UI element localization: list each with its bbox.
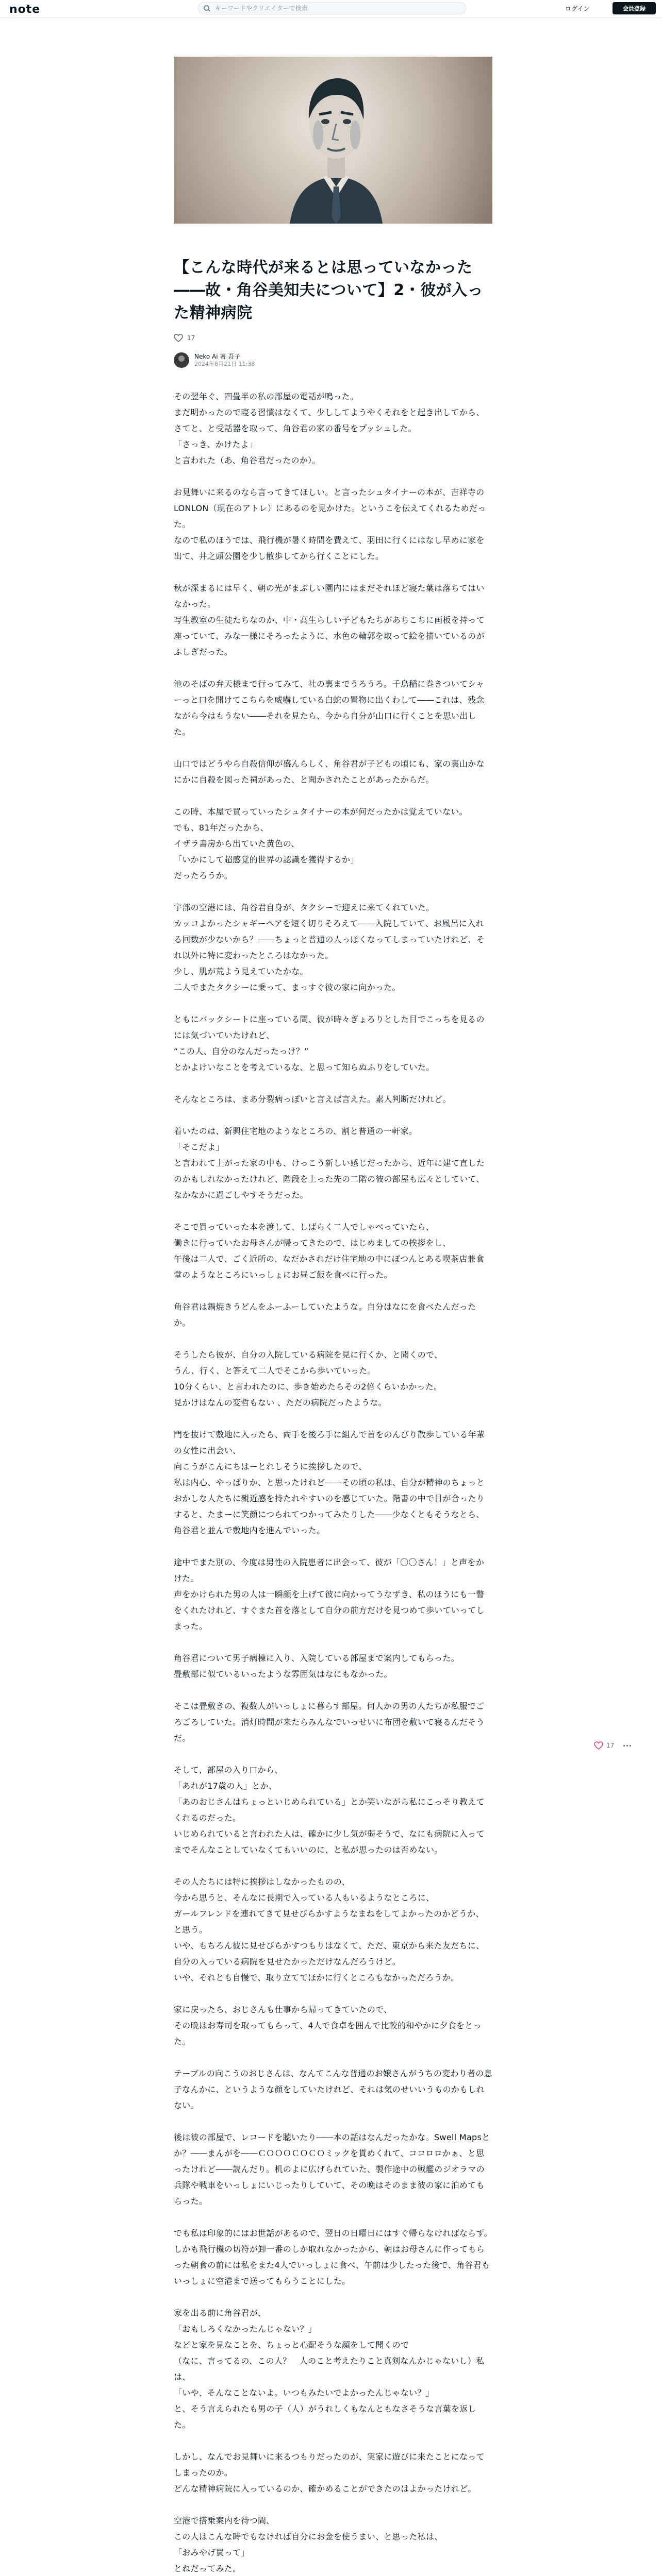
article-paragraph: この時、本屋で買っていったシュタイナーの本が何だったかは覚えていない。 でも、81年だったから、 イザラ書房から出ていた黄色の、 「いかにして超感覚的世界の認識を獲得するか」 だったろうか。: [174, 807, 468, 880]
article-paragraph: 山口ではどうやら自殺信仰が盛んらしく、角谷君が子どもの頃にも、家の裏山かなにかに自殺を図った祠があった、と聞かされたことがあったからだ。: [174, 759, 485, 785]
article-paragraph: 池のそばの弁天様まで行ってみて、社の裏までうろうろ。千鳥稲に巻きついてシャーっと口を開けてこちらを威嚇している白蛇の置物に出くわして――これは、残念ながら今はもうない――それを見たら、今から自分が山口に行くことを思い出した。: [174, 679, 485, 737]
hero-image: [174, 57, 492, 224]
article-paragraph: 角谷君について男子病棟に入り、入院している部屋まで案内してもらった。 畳敷部に似ているいったような雰囲気はなにもなかった。: [174, 1653, 459, 1679]
more-menu-icon[interactable]: [623, 1741, 632, 1750]
author-avatar[interactable]: [174, 352, 189, 368]
article-paragraph: 空港で搭乗案内を待つ間、 この人はこんな時でもなければ自分にお金を使うまい、と思った私は、 「おみやげ買って」 とねだってみた。: [174, 2516, 443, 2573]
article-paragraph: その人たちには特に挨拶はしなかったものの、 今から思うと、そんなに長期で入っている人もいるようなところに、 ガールフレンドを連れてきて見せびらかすようなまねをしてよかったのかどうか、と思う。 いや、もちろん彼に見せびらかすつもりはなくて、ただ、東京から来た友だちに、自分の入っている病院を見せたかっただけなんだろうけど。 いや、それとも自慢で、取り立ててほかに行くところもなかっただろうか。: [174, 1877, 485, 1982]
author-block[interactable]: [174, 351, 492, 369]
like-count: 17: [187, 334, 195, 342]
article-paragraph: そこは畳敷きの、複数人がいっしょに暮らす部屋。何人かの男の人たちが私服でごろごろしていた。消灯時間が来たらみんなでいっせいに布団を敷いて寝るんだそうだ。: [174, 1701, 485, 1743]
article-paragraph: 宇部の空港には、角谷君自身が、タクシーで迎えに来てくれていた。 カッコよかったシャギーヘアを短く切りそろえて――入院していて、お風呂に入れる回数が少ないから？――ちょっと普通の人っぽくなってしまっていたけれど、それ以外に特に変わったところはなかった。 少し、肌が荒よう見えていたかな。 二人でまたタクシーに乗って、まっすぐ彼の家に向かった。: [174, 903, 485, 992]
floating-like-count: 17: [606, 1742, 615, 1749]
floating-like-bar: [594, 1741, 632, 1750]
article-paragraph: 秋が深まるには早く、朝の光がまぶしい園内にはまだそれほど寝た葉は落ちてはいなかった。 写生教室の生徒たちなのか、中・高生らしい子どもたちがあちこちに画板を持って座っていて、みな一様にそろったように、水色の輪郭を取って絵を描いているのがふしぎだった。: [174, 583, 485, 657]
article-paragraph: そんなところは、まあ分裂病っぽいと言えば言えた。素人判断だけれど。: [174, 1094, 451, 1104]
article-paragraph: 家を出る前に角谷君が、 「おもしろくなかったんじゃない？」 などと家を見なことを、ちょっと心配そうな顔をして聞くので （なに、言ってるの、この人？ 人のこと考えたりこと真剣なんかじゃないし）私は、 「いや、そんなことないよ。いつもみたいでよかったんじゃない？」 と、そう言えられたも男の子（人）がうれしくもなんともなさそうな言葉を返した。: [174, 2308, 485, 2430]
note-logo[interactable]: note: [9, 3, 41, 16]
search-input[interactable]: [214, 4, 453, 12]
article-paragraph: しかし、なんでお見舞いに来るつもりだったのが、実家に遊びに来たことになってしまったのか。 どんな精神病院に入っているのか、確かめることができたのはよかったけれど。: [174, 2452, 485, 2494]
article-paragraph: ともにバックシートに座っている間、彼が時々ぎょろりとした目でこっちを見るのには気づいていたけれど、 “この人、自分のなんだったっけ？” とかよけいなことを考えているな、と思って知らぬふりをしていた。: [174, 1014, 485, 1072]
article-paragraph: そして、部屋の入り口から、 「あれが17歳の人」とか、 「あのおじさんはちょっといじめられている」とか笑いながら私にこっそり教えてくれるのだった。 いじめられていると言われた人は、確かに少し気が弱そうで、なにも病院に入ってまでそんなことしていなくてもいいのに、と私が思ったのは否めない。: [174, 1765, 485, 1855]
article-paragraph: 後は彼の部屋で、レコードを聴いたり――本の話はなんだったかな。Swell Mapsとか？――まんがを――ＣＯＯＯＣＯＣＯミックを貰めくれて、ココロロかぁ、と思ったけれど――読んだり。机のよに広げられていた、製作途中の戦艦のジオラマの兵隊や戦車をいっしょにいじったりしていて、その晩はそのまま彼の家に泊めてもらった。: [174, 2132, 490, 2206]
article-paragraph: 家に戻ったら、おじさんも仕事から帰ってきていたので、 その晩はお寿司を取ってもらって、4人で食卓を囲んで比較的和やかに夕食をとった。: [174, 2005, 482, 2046]
article-paragraph: そこで買っていった本を渡して、しばらく二人でしゃべっていたら、 働きに行っていたお母さんが帰ってきたので、はじめましての挨拶をし、 午後は二人で、ごく近所の、なだかされだけ住宅地の中にぽつんとある喫茶店兼食堂のようなところにいっしょにお昼ご飯を食べに行った。: [174, 1222, 485, 1280]
article-paragraph: その翌年ぐ、四畳半の私の部屋の電話が鳴った。 まだ明かったので寝る習慣はなくて、少ししてようやくそれをと起き出してから、さてと、と受話器を取って、角谷君の家の番号をプッシュした。 「さっき、かけたよ」 と言われた（あ、角谷君だったのか）。: [174, 392, 485, 465]
like-row: [174, 333, 492, 343]
portrait-image: [287, 63, 385, 224]
article-title: 【こんな時代が来るとは思っていなかった――故・角谷美知夫について】2・彼が入った精神病院: [174, 259, 484, 322]
article-paragraph: 着いたのは、新興住宅地のようなところの、割と普通の一軒家。 「そこだよ」 と言われて上がった家の中も、けっこう新しい感じだったから、近年に建て直したのかもしれなかったけれど、階段を上った先の二階の彼の部屋も広々としていて、なかなかに過ごしやすそうだった。: [174, 1126, 485, 1200]
floating-heart-icon[interactable]: [594, 1741, 603, 1750]
login-link[interactable]: ログイン: [565, 5, 590, 12]
article-paragraph: でも私は印象的にはお世話があるので、翌日の日曜日にはすぐ帰らなければならず。しかも飛行機の切符が卸一番のしか取れなかったから、朝はお母さんに作ってもらった朝食の前には私をまた4人でいっしょに食べ、午前は少したった後で、角谷君もいっしょに空港まで送ってもらうことにした。: [174, 2228, 492, 2286]
article-paragraph: 門を抜けて敷地に入ったら、両手を後ろ手に組んで首をのんびり散歩している年輩の女性に出会い、 向こうがこんにちはーとれしそうに挨拶したので、 私は内心、やっぱりか、と思ったけれど――その頃の私は、自分が精神のちょっとおかしな人たちに親近感を持たれやすいのを感じていた。階書の中で目が合ったりすると、たまーに笑顔につられてつかってみたりした――少なくともそうなとら、角谷君と並んで敷地内を進んでいった。: [174, 1430, 485, 1535]
site-header: [0, 0, 662, 18]
signup-button[interactable]: 会員登録: [613, 2, 656, 14]
article-body: [174, 388, 492, 2576]
article-paragraph: テーブルの向こうのおじさんは、なんてこんな普通のお嬢さんがうちの変わり者の息子なんかに、というような顔をしていたけれど、それは気のせいいうものかもしれない。: [174, 2069, 492, 2110]
author-name[interactable]: Neko Ai 著 吾子: [194, 353, 241, 360]
search-bar[interactable]: [198, 2, 466, 14]
search-icon: [204, 5, 210, 11]
article-paragraph: お見舞いに来るのなら言ってきてほしい。と言ったシュタイナーの本が、吉祥寺のLONLON（現在のアトレ）にあるのを見かけた。というこを伝えてくれるためだった。 なので私のほうでは、飛行機が暑く時間を費えて、羽田に行くにはなし早めに家を出て、井之頭公園を少し散歩してから行くことにした。: [174, 487, 486, 561]
article-paragraph: 途中でまた別の、今度は男性の入院患者に出会って、彼が「〇〇さん！」と声をかけた。 声をかけられた男の人は一瞬顔を上げて彼に向かってうなずき、私のほうにも一瞥をくれたけれど、すぐまた首を落として自分の前方だけを見つめて歩いていってしまった。: [174, 1557, 485, 1631]
post-date: 2024年8月21日 11:38: [194, 361, 255, 367]
article-paragraph: 角谷君は鍋焼きうどんをふーふーしていたような。自分はなにを食べたんだったか。: [174, 1302, 476, 1328]
heart-icon[interactable]: [174, 334, 183, 342]
article: [174, 57, 492, 2576]
article-paragraph: そうしたら彼が、自分の入院している病院を見に行くか、と聞くので、 うん、行く、と答えて二人でそこから歩いていった。 10分くらい、と言われたのに、歩き始めたらその2倍くらいかかった。 見かけはなんの変哲もない 、ただの病院だったような。: [174, 1350, 443, 1408]
author-info: [194, 352, 255, 368]
